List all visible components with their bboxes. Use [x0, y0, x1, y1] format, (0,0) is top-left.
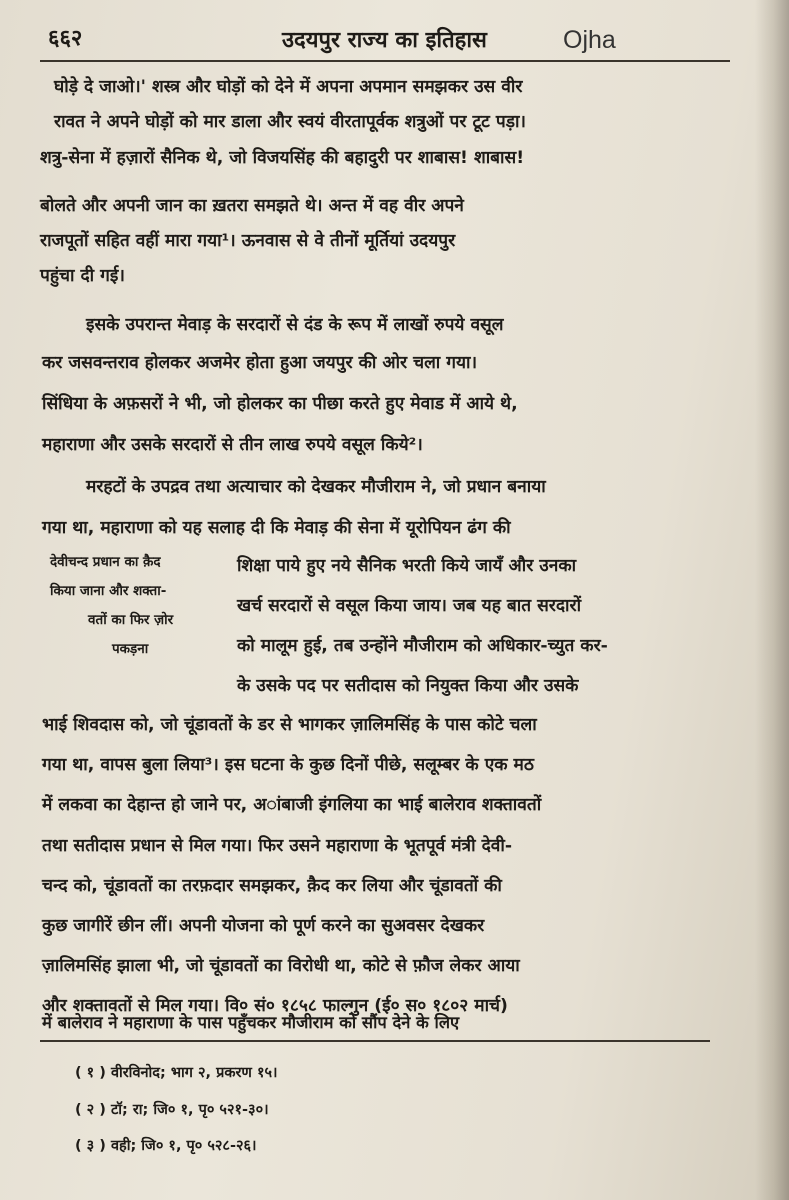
body-line: रावत ने अपने घोड़ों को मार डाला और स्वयं वीरतापूर्वक शत्रुओं पर टूट पड़ा। — [54, 112, 526, 132]
body-line: में बालेराव ने महाराणा के पास पहुँचकर मौजीराम को सौंप देने के लिए — [42, 1013, 460, 1032]
body-line: गया था, वापस बुला लिया³। इस घटना के कुछ दिनों पीछे, सलूम्बर के एक मठ — [42, 755, 534, 775]
footnote: ( २ ) टॉ; रा; जि० १, पृ० ५२१-३०। — [75, 1102, 269, 1118]
side-note-line: वतों का फिर ज़ोर — [88, 612, 174, 628]
overlay-label: Ojha — [563, 26, 616, 54]
body-line: मरहटों के उपद्रव तथा अत्याचार को देखकर मौजीराम ने, जो प्रधान बनाया — [86, 477, 546, 497]
body-line: महाराणा और उसके सरदारों से तीन लाख रुपये वसूल किये²। — [42, 435, 423, 455]
body-line: इसके उपरान्त मेवाड़ के सरदारों से दंड के रूप में लाखों रुपये वसूल — [86, 315, 504, 335]
footnote: ( ३ ) वही; जि० १, पृ० ५२८-२६। — [75, 1138, 257, 1154]
body-line: राजपूतों सहित वहीं मारा गया¹। ऊनवास से वे तीनों मूर्तियां उदयपुर — [40, 231, 456, 251]
body-line: भाई शिवदास को, जो चूंडावतों के डर से भागकर ज़ालिमसिंह के पास कोटे चला — [42, 715, 537, 735]
page-number: ६६२ — [48, 26, 83, 51]
body-line: गया था, महाराणा को यह सलाह दी कि मेवाड़ की सेना में यूरोपियन ढंग की — [42, 518, 511, 538]
body-line: तथा सतीदास प्रधान से मिल गया। फिर उसने महाराणा के भूतपूर्व मंत्री देवी- — [42, 836, 513, 856]
running-title: उदयपुर राज्य का इतिहास — [282, 28, 487, 53]
side-note-line: पकड़ना — [112, 641, 149, 657]
body-line: सिंधिया के अफ़सरों ने भी, जो होलकर का पीछा करते हुए मेवाड में आये थे, — [42, 394, 518, 414]
body-line: घोड़े दे जाओ।' शस्त्र और घोड़ों को देने में अपना अपमान समझकर उस वीर — [54, 77, 523, 97]
body-line: ज़ालिमसिंह झाला भी, जो चूंडावतों का विरोधी था, कोटे से फ़ौज लेकर आया — [42, 956, 520, 976]
body-line: कर जसवन्तराव होलकर अजमेर होता हुआ जयपुर की ओर चला गया। — [42, 353, 478, 373]
body-line: चन्द को, चूंडावतों का तरफ़दार समझकर, क़ैद कर लिया और चूंडावतों की — [42, 876, 502, 896]
footnote: ( १ ) वीरविनोद; भाग २, प्रकरण १५। — [75, 1065, 278, 1081]
footnote-rule — [40, 1040, 710, 1042]
body-line: और शक्तावतों से मिल गया। वि० सं० १८५८ फाल्गुन (ई० स० १८०२ मार्च) — [42, 996, 508, 1016]
body-line: शत्रु-सेना में हज़ारों सैनिक थे, जो विजयसिंह की बहादुरी पर शाबास! शाबास! — [40, 148, 525, 168]
body-line: को मालूम हुई, तब उन्होंने मौजीराम को अधिकार-च्युत कर- — [237, 636, 608, 656]
side-note-line: देवीचन्द प्रधान का क़ैद — [50, 554, 161, 570]
body-line: शिक्षा पाये हुए नये सैनिक भरती किये जायँ और उनका — [237, 556, 577, 576]
header-rule — [40, 60, 730, 62]
body-line: कुछ जागीरें छीन लीं। अपनी योजना को पूर्ण करने का सुअवसर देखकर — [42, 916, 485, 936]
page-gutter-shadow — [755, 0, 789, 1200]
body-line: बोलते और अपनी जान का ख़तरा समझते थे। अन्त में वह वीर अपने — [40, 196, 464, 216]
body-line: पहुंचा दी गई। — [40, 266, 125, 286]
body-line: में लकवा का देहान्त हो जाने पर, अांबाजी इंगलिया का भाई बालेराव शक्तावतों — [42, 795, 542, 815]
body-line: के उसके पद पर सतीदास को नियुक्त किया और उसके — [237, 676, 579, 696]
body-line: खर्च सरदारों से वसूल किया जाय। जब यह बात सरदारों — [237, 596, 582, 616]
side-note-line: किया जाना और शक्ता- — [50, 583, 167, 599]
